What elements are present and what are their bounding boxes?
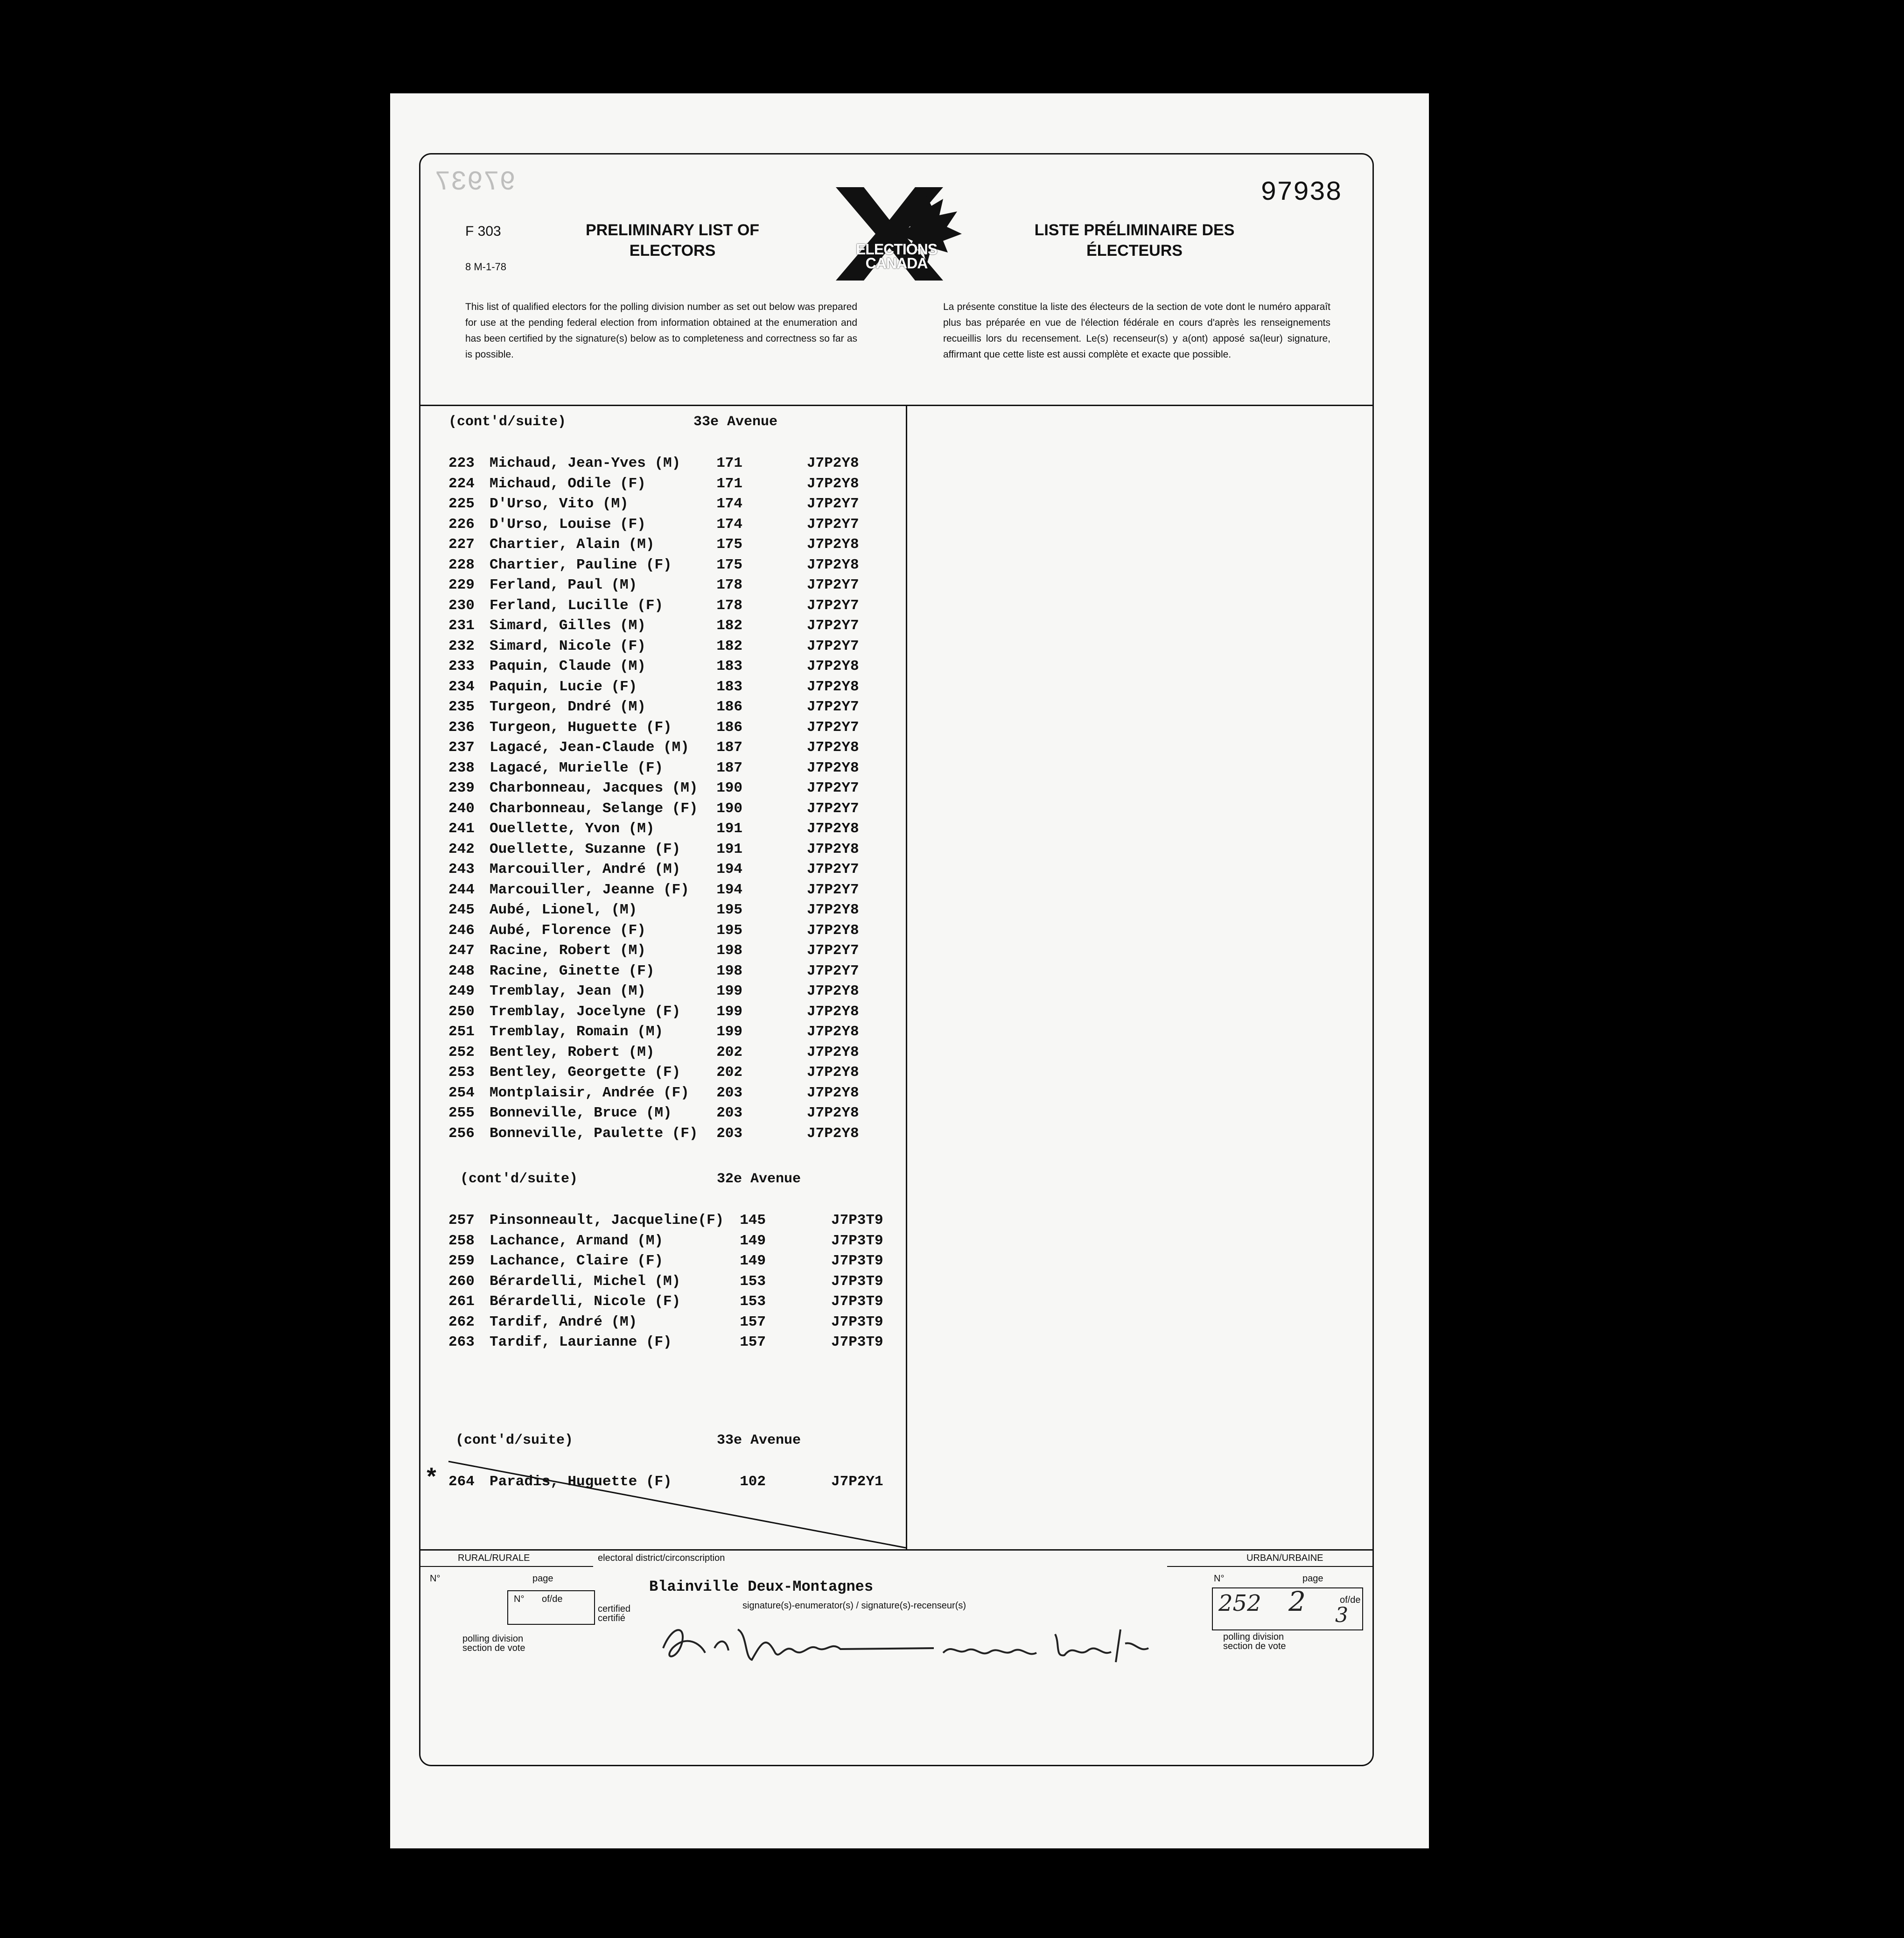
elector-name: Tremblay, Romain (M)	[490, 1024, 664, 1040]
form-number: F 303	[465, 224, 501, 239]
elector-number: 247	[448, 942, 475, 959]
postal-code: J7P3T9	[831, 1253, 883, 1269]
civic-number: 178	[716, 577, 742, 593]
civic-number: 149	[740, 1253, 766, 1269]
postal-code: J7P2Y7	[807, 699, 859, 715]
postal-code: J7P2Y8	[807, 556, 859, 573]
electors-form	[419, 153, 1374, 1766]
elector-name: Tremblay, Jean (M)	[490, 983, 646, 999]
elector-number: 237	[448, 739, 475, 756]
section-continued-label: (cont'd/suite)	[448, 414, 567, 430]
postal-code: J7P2Y8	[807, 536, 859, 553]
elector-name: Lachance, Claire (F)	[490, 1253, 664, 1269]
postal-code: J7P2Y1	[831, 1474, 883, 1490]
intro-french: La présente constitue la liste des électeurs de la section de vote dont le numéro apparaît plus bas préparée en vue de l'élection fédérale en cours d'après les renseignements recueillis lors du recensement. Le(s) recenseur(s) y a(ont) apposé sa(leur) signature, affirmant que cette liste est aussi complète et exacte que possible.	[943, 302, 1330, 360]
civic-number: 194	[716, 861, 742, 878]
electoral-district: Blainville Deux-Montagnes	[649, 1578, 874, 1595]
certified-label-en: certified	[598, 1604, 631, 1614]
elector-number: 258	[448, 1232, 475, 1249]
street-name: 33e Avenue	[693, 414, 778, 430]
elector-row	[420, 1002, 901, 1022]
postal-code: J7P2Y8	[807, 1084, 859, 1101]
elector-row	[420, 1022, 901, 1042]
document-page	[390, 93, 1429, 1848]
postal-code: J7P2Y8	[807, 841, 859, 857]
civic-number: 183	[716, 658, 742, 674]
postal-code: J7P2Y7	[807, 577, 859, 593]
elector-number: 223	[448, 455, 475, 471]
elector-name: Marcouiller, André (M)	[490, 861, 681, 878]
elector-number: 225	[448, 496, 475, 512]
title-english-line2: ELECTORS	[629, 242, 716, 260]
elector-name: Racine, Ginette (F)	[490, 962, 655, 979]
civic-number: 102	[740, 1474, 766, 1490]
elector-name: Bonneville, Bruce (M)	[490, 1105, 672, 1121]
elector-row	[420, 1312, 901, 1333]
elector-name: Bentley, Robert (M)	[490, 1044, 655, 1060]
footer-divider	[420, 1549, 1372, 1551]
postal-code: J7P2Y8	[807, 455, 859, 471]
elector-name: Turgeon, Dndré (M)	[490, 699, 646, 715]
civic-number: 195	[716, 902, 742, 918]
civic-number: 182	[716, 618, 742, 634]
elector-name: Paradis, Huguette (F)	[490, 1474, 672, 1490]
district-label: electoral district/circonscription	[598, 1553, 725, 1563]
elector-number: 250	[448, 1003, 475, 1020]
postal-code: J7P3T9	[831, 1232, 883, 1249]
elector-name: D'Urso, Louise (F)	[490, 516, 646, 533]
urban-polling-label	[1223, 1632, 1286, 1651]
elector-row	[420, 961, 901, 982]
civic-number: 203	[716, 1125, 742, 1142]
civic-number: 187	[716, 759, 742, 776]
elector-number: 239	[448, 780, 475, 796]
elector-row	[420, 596, 901, 616]
elector-number: 233	[448, 658, 475, 674]
postal-code: J7P2Y8	[807, 983, 859, 999]
postal-code: J7P3T9	[831, 1273, 883, 1290]
postal-code: J7P2Y7	[807, 719, 859, 736]
urban-of-label: of/de	[1340, 1595, 1361, 1605]
elector-name: Lagacé, Jean-Claude (M)	[490, 739, 689, 756]
postal-code: J7P2Y8	[807, 922, 859, 939]
elector-row	[420, 981, 901, 1002]
elector-name: Simard, Gilles (M)	[490, 618, 646, 634]
elector-number: 251	[448, 1024, 475, 1040]
elector-row	[420, 534, 901, 555]
rural-rule	[420, 1566, 593, 1567]
elector-row	[420, 920, 901, 941]
civic-number: 191	[716, 841, 742, 857]
civic-number: 198	[716, 962, 742, 979]
elector-number: 257	[448, 1212, 475, 1229]
intro-english: This list of qualified electors for the polling division number as set out below was prepared for use at the pending federal election from information obtained at the enumeration and has been certified by the signature(s) below as to completeness and correctness so far as is possible.	[465, 302, 857, 360]
elector-row	[420, 1271, 901, 1292]
elector-row	[420, 474, 901, 494]
postal-code: J7P2Y7	[807, 881, 859, 898]
elector-name: Racine, Robert (M)	[490, 942, 646, 959]
elector-name: Simard, Nicole (F)	[490, 638, 646, 654]
elector-number: 264	[448, 1474, 475, 1490]
elector-number: 230	[448, 597, 475, 614]
elector-number: 254	[448, 1084, 475, 1101]
certified-label-fr: certifié	[598, 1613, 625, 1623]
civic-number: 157	[740, 1334, 766, 1350]
postal-code: J7P2Y8	[807, 739, 859, 756]
elector-name: Charbonneau, Selange (F)	[490, 800, 698, 817]
elector-name: Turgeon, Huguette (F)	[490, 719, 672, 736]
elector-name: Pinsonneault, Jacqueline(F)	[490, 1212, 724, 1229]
elector-number: 236	[448, 719, 475, 736]
asterisk-marker: *	[424, 1465, 439, 1493]
elector-number: 263	[448, 1334, 475, 1350]
postal-code: J7P2Y7	[807, 638, 859, 654]
postal-code: J7P3T9	[831, 1293, 883, 1310]
elector-row	[420, 616, 901, 636]
postal-code: J7P2Y8	[807, 475, 859, 492]
elector-number: 231	[448, 618, 475, 634]
rural-polling-label-fr: section de vote	[462, 1643, 525, 1653]
logo-word-2: CANADA	[865, 255, 928, 272]
postal-code: J7P2Y8	[807, 658, 859, 674]
elector-row	[420, 656, 901, 677]
elector-name: Chartier, Alain (M)	[490, 536, 655, 553]
civic-number: 203	[716, 1084, 742, 1101]
civic-number: 202	[716, 1064, 742, 1081]
civic-number: 157	[740, 1313, 766, 1330]
elector-name: Paquin, Claude (M)	[490, 658, 646, 674]
civic-number: 199	[716, 1024, 742, 1040]
elector-number: 227	[448, 536, 475, 553]
urban-page-number: 2	[1288, 1586, 1306, 1617]
rural-polling-label-en: polling division	[462, 1634, 524, 1644]
section-continued-label: (cont'd/suite)	[460, 1171, 578, 1187]
rural-page-box	[507, 1590, 595, 1625]
section-heading	[448, 414, 566, 430]
elector-row	[420, 778, 901, 799]
rural-page-label: page	[532, 1573, 553, 1584]
elector-row	[420, 1123, 901, 1144]
civic-number: 183	[716, 678, 742, 695]
street-name: 32e Avenue	[717, 1171, 801, 1187]
elector-number: 255	[448, 1105, 475, 1121]
postal-code: J7P2Y7	[807, 597, 859, 614]
elector-row	[420, 636, 901, 657]
elector-row	[420, 453, 901, 474]
civic-number: 190	[716, 780, 742, 796]
urban-rule	[1167, 1566, 1372, 1567]
elector-number: 256	[448, 1125, 475, 1142]
elector-row	[420, 941, 901, 961]
civic-number: 174	[716, 516, 742, 533]
elector-row	[420, 839, 901, 860]
elector-name: Charbonneau, Jacques (M)	[490, 780, 698, 796]
civic-number: 190	[716, 800, 742, 817]
enumerator-signatures	[644, 1615, 1167, 1667]
civic-number: 186	[716, 719, 742, 736]
elector-number: 229	[448, 577, 475, 593]
elector-number: 243	[448, 861, 475, 878]
elector-row	[420, 819, 901, 839]
elector-name: Paquin, Lucie (F)	[490, 678, 637, 695]
elector-number: 240	[448, 800, 475, 817]
urban-label: URBAN/URBAINE	[1246, 1553, 1323, 1563]
elector-name: Aubé, Florence (F)	[490, 922, 646, 939]
elector-row	[420, 900, 901, 920]
rural-polling-label	[462, 1634, 525, 1653]
elector-number: 249	[448, 983, 475, 999]
elector-name: Bérardelli, Michel (M)	[490, 1273, 681, 1290]
elector-name: Tremblay, Jocelyne (F)	[490, 1003, 681, 1020]
elector-number: 244	[448, 881, 475, 898]
postal-code: J7P2Y8	[807, 678, 859, 695]
elector-number: 238	[448, 759, 475, 776]
postal-code: J7P2Y8	[807, 902, 859, 918]
elector-name: Lagacé, Murielle (F)	[490, 759, 664, 776]
urban-polling-number: 252	[1218, 1590, 1261, 1616]
civic-number: 202	[716, 1044, 742, 1060]
postal-code: J7P2Y8	[807, 759, 859, 776]
elector-name: Aubé, Lionel, (M)	[490, 902, 637, 918]
elector-name: Ferland, Paul (M)	[490, 577, 637, 593]
urban-page-label: page	[1302, 1573, 1323, 1584]
elector-number: 252	[448, 1044, 475, 1060]
civic-number: 199	[716, 983, 742, 999]
postal-code: J7P2Y7	[807, 942, 859, 959]
civic-number: 153	[740, 1273, 766, 1290]
elector-row	[420, 1062, 901, 1083]
elector-row	[420, 555, 901, 576]
rural-of-label: of/de	[542, 1594, 563, 1604]
ghost-serial-number: 97937	[434, 168, 516, 198]
civic-number: 175	[716, 556, 742, 573]
civic-number: 145	[740, 1212, 766, 1229]
elector-row	[420, 758, 901, 779]
elector-name: Bentley, Georgette (F)	[490, 1064, 681, 1081]
postal-code: J7P3T9	[831, 1212, 883, 1229]
elector-row	[420, 1103, 901, 1123]
elector-row	[420, 575, 901, 596]
civic-number: 171	[716, 475, 742, 492]
elector-number: 232	[448, 638, 475, 654]
postal-code: J7P2Y8	[807, 821, 859, 837]
postal-code: J7P3T9	[831, 1313, 883, 1330]
section-heading	[460, 1171, 578, 1187]
elector-name: Montplaisir, Andrée (F)	[490, 1084, 689, 1101]
civic-number: 203	[716, 1105, 742, 1121]
urban-no-label: N°	[1214, 1573, 1225, 1584]
postal-code: J7P2Y8	[807, 1125, 859, 1142]
civic-number: 175	[716, 536, 742, 553]
elector-name: Lachance, Armand (M)	[490, 1232, 664, 1249]
header-divider	[420, 405, 1372, 406]
elector-number: 224	[448, 475, 475, 492]
urban-page-of: 3	[1335, 1603, 1348, 1627]
elector-row	[420, 677, 901, 697]
elector-row	[420, 799, 901, 819]
elector-row	[420, 514, 901, 535]
form-date: 8 M-1-78	[465, 261, 507, 273]
elector-name: Bérardelli, Nicole (F)	[490, 1293, 681, 1310]
elector-number: 228	[448, 556, 475, 573]
civic-number: 191	[716, 821, 742, 837]
postal-code: J7P2Y7	[807, 861, 859, 878]
civic-number: 199	[716, 1003, 742, 1020]
elector-row	[420, 859, 901, 880]
elector-number: 242	[448, 841, 475, 857]
postal-code: J7P2Y8	[807, 1044, 859, 1060]
postal-code: J7P2Y7	[807, 962, 859, 979]
elector-name: Ferland, Lucille (F)	[490, 597, 664, 614]
elector-row	[420, 1292, 901, 1312]
elector-number: 260	[448, 1273, 475, 1290]
civic-number: 171	[716, 455, 742, 471]
elector-row	[420, 717, 901, 738]
elector-number: 234	[448, 678, 475, 695]
elector-name: Ouellette, Yvon (M)	[490, 821, 655, 837]
postal-code: J7P2Y8	[807, 1105, 859, 1121]
civic-number: 182	[716, 638, 742, 654]
elector-name: Chartier, Pauline (F)	[490, 556, 672, 573]
urban-polling-label-en: polling division	[1223, 1632, 1284, 1642]
elector-number: 253	[448, 1064, 475, 1081]
title-english-line1: PRELIMINARY LIST OF	[585, 221, 760, 239]
postal-code: J7P3T9	[831, 1334, 883, 1350]
civic-number: 174	[716, 496, 742, 512]
elector-name: Bonneville, Paulette (F)	[490, 1125, 698, 1142]
civic-number: 186	[716, 699, 742, 715]
civic-number: 195	[716, 922, 742, 939]
civic-number: 178	[716, 597, 742, 614]
strike-through-line	[420, 1457, 906, 1550]
postal-code: J7P2Y7	[807, 618, 859, 634]
elector-name: Marcouiller, Jeanne (F)	[490, 881, 689, 898]
elector-row	[420, 1083, 901, 1103]
elector-number: 259	[448, 1253, 475, 1269]
elector-number: 226	[448, 516, 475, 533]
logo-wordmark	[836, 242, 957, 270]
postal-code: J7P2Y8	[807, 1064, 859, 1081]
section-continued-label: (cont'd/suite)	[455, 1432, 574, 1448]
serial-number: 97938	[1260, 178, 1342, 208]
postal-code: J7P2Y7	[807, 780, 859, 796]
elector-number: 245	[448, 902, 475, 918]
title-french-line2: ÉLECTEURS	[1086, 242, 1183, 260]
civic-number: 194	[716, 881, 742, 898]
title-french-line1: LISTE PRÉLIMINAIRE DES	[1034, 221, 1235, 239]
urban-polling-label-fr: section de vote	[1223, 1641, 1286, 1651]
section-heading	[455, 1432, 573, 1448]
civic-number: 149	[740, 1232, 766, 1249]
street-name: 33e Avenue	[717, 1432, 801, 1448]
postal-code: J7P2Y7	[807, 496, 859, 512]
elector-row	[420, 1251, 901, 1271]
elector-name: Tardif, André (M)	[490, 1313, 637, 1330]
elector-number: 235	[448, 699, 475, 715]
elector-number: 246	[448, 922, 475, 939]
elector-row	[420, 494, 901, 514]
elector-name: Ouellette, Suzanne (F)	[490, 841, 681, 857]
title-french	[1018, 220, 1251, 261]
elector-row	[420, 697, 901, 717]
elector-row	[420, 737, 901, 758]
postal-code: J7P2Y7	[807, 800, 859, 817]
elector-number: 262	[448, 1313, 475, 1330]
elector-row	[420, 1210, 901, 1231]
civic-number: 153	[740, 1293, 766, 1310]
civic-number: 187	[716, 739, 742, 756]
postal-code: J7P2Y7	[807, 516, 859, 533]
elector-row	[420, 880, 901, 900]
postal-code: J7P2Y8	[807, 1024, 859, 1040]
elector-number: 248	[448, 962, 475, 979]
postal-code: J7P2Y8	[807, 1003, 859, 1020]
elector-name: Michaud, Odile (F)	[490, 475, 646, 492]
title-english	[560, 220, 784, 261]
elector-number: 261	[448, 1293, 475, 1310]
certified-label	[598, 1604, 630, 1623]
logo-word-1: ELECTIONS	[855, 241, 938, 258]
rural-label: RURAL/RURALE	[458, 1553, 530, 1563]
civic-number: 198	[716, 942, 742, 959]
elector-name: Tardif, Laurianne (F)	[490, 1334, 672, 1350]
elector-number: 241	[448, 821, 475, 837]
elector-row	[420, 1231, 901, 1251]
elector-name: D'Urso, Vito (M)	[490, 496, 629, 512]
rural-no2-label: N°	[514, 1594, 525, 1604]
elector-row	[420, 1332, 901, 1353]
signatures-label: signature(s)-enumerator(s) / signature(s)-recenseur(s)	[742, 1601, 966, 1611]
elector-row	[420, 1042, 901, 1063]
column-divider	[906, 405, 907, 1549]
elector-name: Michaud, Jean-Yves (M)	[490, 455, 681, 471]
rural-no-label: N°	[430, 1573, 441, 1584]
